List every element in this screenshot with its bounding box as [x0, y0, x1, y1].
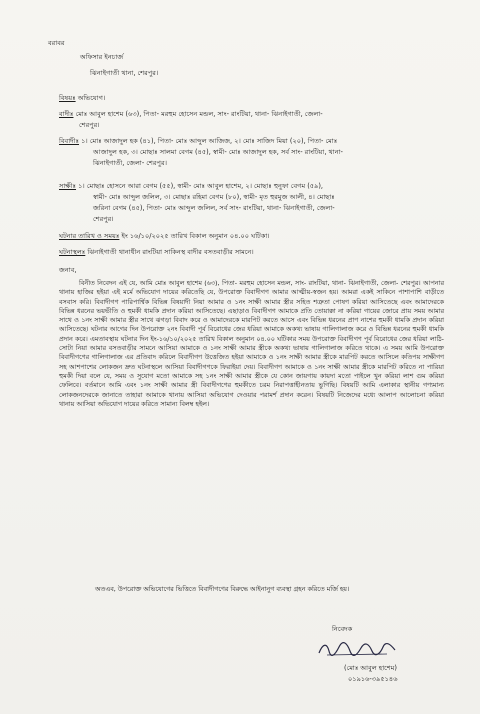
- incident-date-text: ইং ১৬/১০/২০২৫ তারিখ বিকাল অনুমান ০৪.০০ ঘটিকা।: [121, 232, 270, 240]
- witnesses-line-4: শেরপুর।: [93, 215, 114, 223]
- defendants-line-3: ঝিনাইগাতী, জেলা- শেরপুর।: [93, 159, 167, 167]
- salutation: জনাব,: [59, 266, 77, 274]
- body-paragraph-2: অতএব, উপরোক্ত অভিযোগের ভিত্তিতে বিবাদীগণের বিরুদ্ধে আইনানুগ ব্যবস্থা গ্রহন করিতে মর্জি হয়।: [95, 585, 350, 593]
- witnesses-line-1: [59, 182, 323, 191]
- witnesses-line-3: জরিনা বেগম (৪৫), পিতা- মোঃ আব্দুল জলিল, সর্ব সাং- রাংটিয়া, থানা- ঝিনাইগাতী, জেলা-: [93, 204, 335, 212]
- plaintiff-text: মোঃ আবুল হাশেম (৬৩), পিতা- মরহুম হোসেন মন্ডল, সাং- রাংটিয়া, থানা- ঝিনাইগাতী, জেলা-: [75, 110, 323, 118]
- incident-date-label: ঘটনার তারিখ ও সময়ঃ: [59, 232, 120, 240]
- plaintiff-cont: শেরপুর।: [79, 121, 100, 129]
- body-paragraph-1: বিনীত নিবেদন এই যে, আমি মোঃ আবুল হাশেম (৬৩), পিতা- মরহুম হোসেন মন্ডল, সাং- রাংটিয়া, থানা- ঝিনাইগাতী, জেলা- শেরপুর। আপনার থানায় হাজির হইয়া এই মর্মে অভিযোগ দায়ের করিতেছি যে, উপরোক্ত বিবাদীগণ আমার আত্মীয়-স্বজন হয়। আমরা একই সাকিনে পাশাপাশি বাড়ীতে বসবাস করি। বিবাদীগণ পারিপার্শ্বিক বিভিন্ন বিষয়াদী নিয়া আমার ও ১নং সাক্ষী আমার স্ত্রীর সহিত শত্রুতা পোষণ করিয়া আসিতেছে এবং আমাদেরকে বিভিন্ন ধরনের ভয়ভীতি ও হুমকী ধামকি প্রদান করিয়া আসিতেছে। এছাড়াও বিবাদীগণ আমাকে প্রতি তোয়াক্কা না করিয়া গায়ের জোরে প্রায় সময় আমার সাথে ও ১নং সাক্ষী আমার স্ত্রীর সাথে ঝগড়া বিবাদ করে ও আমাদেরকে মারপিট করতে আসে এবং বিভিন্ন ধরনের প্রাণ নাশের হুমকী ধামকি প্রদান করিয়া আসিতেছে। ঘটনার আগের দিন উপরোক্ত ২নং বিবাদী পূর্ব বিরোধের জের ধরিয়া আমাকে অকথ্য ভাষায় গালিগালাজ করে ও বিভিন্ন ধরনের হুমকী ধামকি প্রদান করে। এমতাবস্থায় ঘটনার দিন ইং-১৬/১০/২০২৫ তারিখ বিকাল অনুমান ০৪.০০ ঘটিকার সময় উপরোক্ত বিবাদীগণ পূর্ব বিরোধের জের ধরিয়া লাঠি-সোটা নিয়া আমার বসতবাড়ীর সামনে আসিয়া আমাকে ও ১নং সাক্ষী আমার স্ত্রীকে অকথ্য ভাষায় গালিগালাজ করিতে থাকে। এ সময় আমি উপরোক্ত বিবাদীগণের গালিগালাজ এর প্রতিবাদ করিলে বিবাদীগণ উত্তেজিত হইয়া আমাকে ও ১নং সাক্ষী আমার স্ত্রীকে মারপিট করতে আসিলে কতিপয় সাক্ষীগণ সহ আশপাশের লোকজন দ্রুত ঘটনাস্থলে আসিয়া বিবাদীগণকে ফিরাইয়া দেয়। বিবাদীগণ আমাকে ও ১নং সাক্ষী আমার স্ত্রীকে মারপিট করিতে না পারিয়া হুমকী দিয়া বলে যে, সময় ও সুযোগ মতো আমাকে সহ ১নং সাক্ষী আমার স্ত্রীকে যে কোন জায়গায় কায়দা মতো পাইলে খুন করিয়া লাশ গুম করিয়া ফেলিবে। বর্তমানে আমি এবং ১নং সাক্ষী আমার স্ত্রী বিবাদীগণের হুমকীতে চরম নিরাপত্তাহীনতায় ভুগিছি। বিষয়টি আমি এলাকার স্থানীয় গণ্যমান্য লোকজনদেরকে জানাতে তাহারা আমাকে থানায় আসিয়া অভিযোগ দেওয়ার পরামর্শ প্রদান করেন। বিষয়টি নিজেদের মধ্যে আলাপ আলোচনা করিয়া থানায় আসিয়া অভিযোগ দায়ের করিতে সামান্য বিলম্ব হইল।: [59, 279, 444, 408]
- defendants-line-1: [59, 137, 337, 146]
- witnesses-text-1: ১। মোছাঃ হোসনে আরা বেগম (৫৫), স্বামী- মোঃ আবুল হাশেম, ২। মোছাঃ হুনুফা বেগম (৫৯),: [78, 182, 324, 190]
- witnesses-label: সাক্ষীঃ: [59, 182, 77, 190]
- defendants-line-2: আজাদুল হক, ৩। মোছাঃ সালমা বেগম (৪৫), স্বামী- মোঃ আজাদুল হক, সর্ব সাং- রাংটিয়া, থানা-: [93, 148, 343, 156]
- incident-date-line: [59, 232, 270, 241]
- signer-name: (মোঃ আবুল হাশেম): [344, 664, 397, 672]
- plaintiff-line: [59, 110, 323, 119]
- signature-mark: [317, 639, 397, 659]
- incident-place-text: ঝিনাইগাতী থানাধীন রাংটিয়া সাকিনস্থ বাদীর বসতবাড়ীর সামনে।: [87, 248, 254, 256]
- subject-line: [59, 94, 105, 103]
- subject-text: অভিযোগ।: [77, 94, 106, 102]
- defendants-text-1: ১। মোঃ আজাদুল হক (৪১), পিতা- মোঃ আব্দুল আজিজ, ২। মোঃ সাজিদ মিয়া (২০), পিতা- মোঃ: [81, 137, 338, 145]
- subject-label: বিষয়ঃ: [59, 94, 76, 102]
- station-name: ঝিনাইগাতী থানা, শেরপুর।: [90, 69, 159, 77]
- defendants-label: বিবাদীঃ: [59, 137, 80, 145]
- closing-label: নিবেদক: [332, 625, 353, 633]
- to-label: বরাবর: [48, 39, 65, 47]
- officer-title: অফিসার ইনচার্জ: [80, 53, 124, 61]
- signer-phone: ০১৯১৬-৩৯৫১৪৬: [348, 675, 398, 683]
- plaintiff-label: বাদীঃ: [59, 110, 74, 118]
- incident-place-label: ঘটনাস্থলঃ: [59, 248, 86, 256]
- incident-place-line: [59, 248, 254, 257]
- witnesses-line-2: স্বামী- মোঃ আব্দুল জলিল, ৩। মোছাঃ রহিমা বেগম (৮০), স্বামী- মৃত হুরমুজ আলী, ৪। মোছাঃ: [93, 193, 335, 201]
- signature: [317, 639, 397, 659]
